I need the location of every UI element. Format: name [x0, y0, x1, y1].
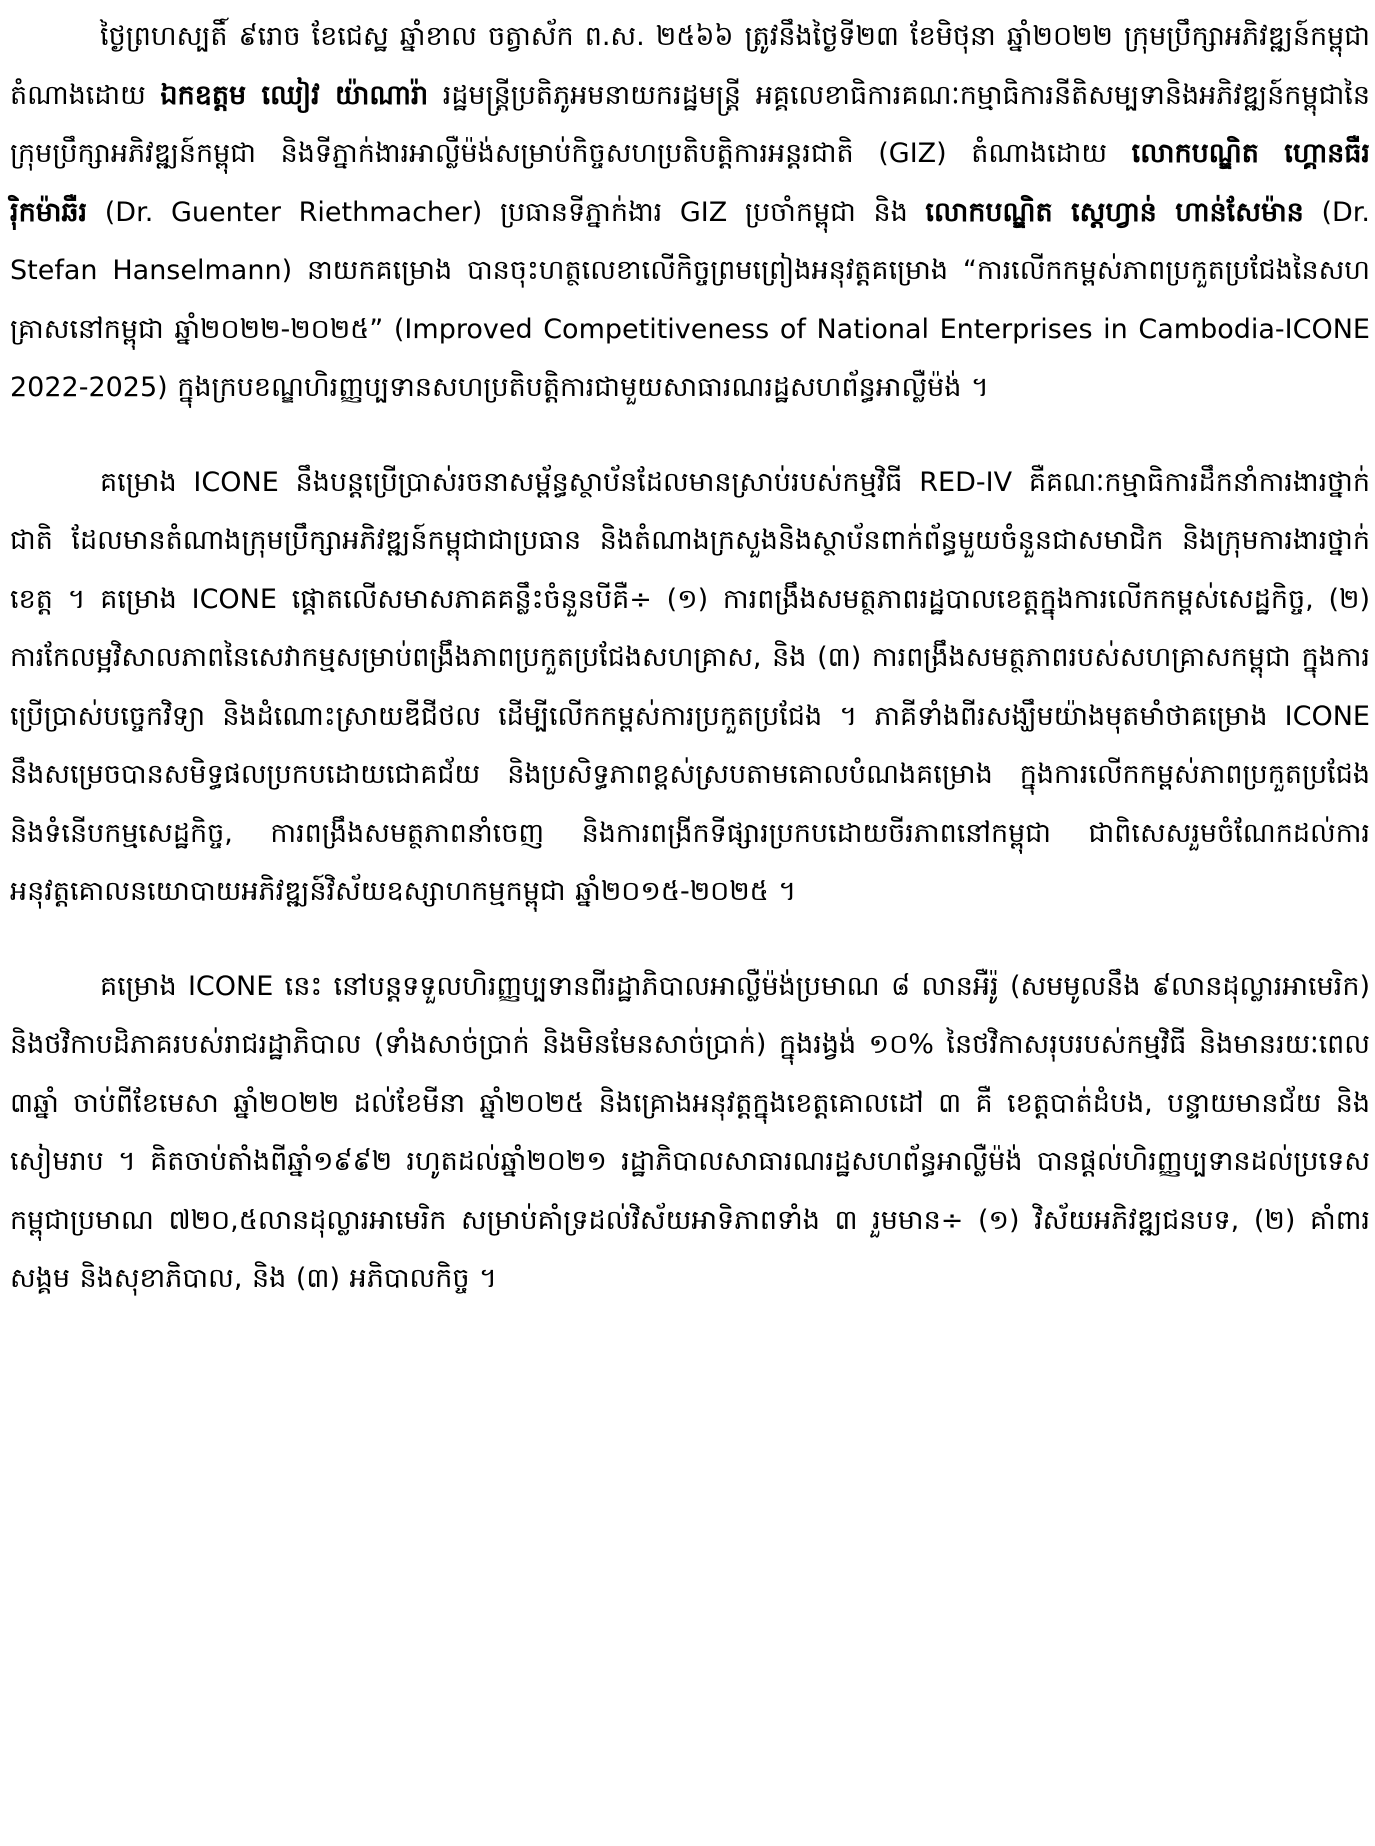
official-name-cdc: ឯកឧត្តម ឈៀវ យ៉ាណារ៉ា — [160, 79, 429, 111]
paragraph-1-text: ថ្ងៃព្រហស្បតិ៍ ៩រោច ខែជេស្ឋ ឆ្នាំខាល ចត្វាស័ក ព.ស. ២៥៦៦ ត្រូវនឹងថ្ងៃទី២៣ ខែមិថុនា ឆ្នាំ២០២២ ក្រុមប្រឹក្សាអភិវឌ្ឍន៍កម្ពុជា តំណាងដោយ — [10, 21, 1370, 111]
paragraph-3-text: គម្រោង ICONE នេះ នៅបន្តទទួលហិរញ្ញប្បទានពីរដ្ឋាភិបាលអាល្លឺម៉ង់ប្រមាណ ៨ លានអឺរ៉ូ (សមមូលនឹង ៩លានដុល្លារអាមេរិក) និងថវិកាបដិភាគរបស់រាជរដ្ឋាភិបាល (ទាំងសាច់ប្រាក់ និងមិនមែនសាច់ប្រាក់) ក្នុងរង្វង់ ១០% នៃថវិកាសរុបរបស់កម្មវិធី និងមានរយៈពេល ៣ឆ្នាំ ចាប់ពីខែមេសា ឆ្នាំ២០២២ ដល់ខែមីនា ឆ្នាំ២០២៥ និងគ្រោងអនុវត្តក្នុងខេត្តគោលដៅ ៣ គឺ ខេត្តបាត់ដំបង, បន្ទាយមានជ័យ និងសៀមរាប ។ គិតចាប់តាំងពីឆ្នាំ១៩៩២ រហូតដល់ឆ្នាំ២០២១ រដ្ឋាភិបាលសាធារណរដ្ឋសហព័ន្ធអាល្លឺម៉ង់ បានផ្តល់ហិរញ្ញប្បទានដល់ប្រទេសកម្ពុជាប្រមាណ ៧២០,៥លានដុល្លារអាមេរិក សម្រាប់គាំទ្រដល់វិស័យអាទិភាពទាំង ៣ រួមមាន÷ (១) វិស័យអភិវឌ្ឍជនបទ, (២) គាំពារសង្គម និងសុខាភិបាល, និង (៣) អភិបាលកិច្ច ។ — [10, 970, 1370, 1294]
paragraph-2-text: គម្រោង ICONE នឹងបន្តប្រើប្រាស់រចនាសម្ព័ន្ធស្ថាប័នដែលមានស្រាប់របស់កម្មវិធី RED-IV គឺគណៈកម្មាធិការដឹកនាំការងារថ្នាក់ជាតិ ដែលមានតំណាងក្រុមប្រឹក្សាអភិវឌ្ឍន៍កម្ពុជាជាប្រធាន និងតំណាងក្រសួងនិងស្ថាប័នពាក់ព័ន្ធមួយចំនួនជាសមាជិក និងក្រុមការងារថ្នាក់ខេត្ត ។ គម្រោង ICONE ផ្តោតលើសមាសភាគគន្លឹះចំនួនបីគឺ÷ (១) ការពង្រឹងសមត្ថភាពរដ្ឋបាលខេត្តក្នុងការលើកកម្ពស់សេដ្ឋកិច្ច, (២) ការកែលម្អវិសាលភាពនៃសេវាកម្មសម្រាប់ពង្រឹងភាពប្រកួតប្រជែងសហគ្រាស, និង (៣) ការពង្រឹងសមត្ថភាពរបស់សហគ្រាសកម្ពុជា ក្នុងការប្រើប្រាស់បច្ចេកវិទ្យា និងដំណោះស្រាយឌីជីថល ដើម្បីលើកកម្ពស់ការប្រកួតប្រជែង ។ ភាគីទាំងពីរសង្ឃឹមយ៉ាងមុតមាំថាគម្រោង ICONE នឹងសម្រេចបានសមិទ្ធផលប្រកបដោយជោគជ័យ និងប្រសិទ្ធភាពខ្ពស់ស្របតាមគោលបំណងគម្រោង ក្នុងការលើកកម្ពស់ភាពប្រកួតប្រជែង និងទំនើបកម្មសេដ្ឋកិច្ច, ការពង្រឹងសមត្ថភាពនាំចេញ និងការពង្រីកទីផ្សារប្រកបដោយចីរភាពនៅកម្ពុជា ជាពិសេសរួមចំណែកដល់ការអនុវត្តគោលនយោបាយអភិវឌ្ឍន៍វិស័យឧស្សាហកម្មកម្ពុជា ឆ្នាំ២០១៥-២០២៥ ។ — [10, 466, 1370, 907]
official-name-project-director: លោកបណ្ឌិត ស្តេហ្វាន់ ហាន់សែម៉ាន — [925, 196, 1304, 228]
paragraph-funding — [10, 958, 1370, 1309]
document-page — [10, 8, 1370, 1309]
paragraph-signing-ceremony — [10, 8, 1370, 418]
paragraph-1-text: រដ្ឋមន្ត្រីប្រតិភូអមនាយករដ្ឋមន្ត្រី អគ្គលេខាធិការគណៈកម្មាធិការនីតិសម្បទានិងអភិវឌ្ឍន៍កម្ពុជានៃក្រុមប្រឹក្សាអភិវឌ្ឍន៍កម្ពុជា និងទីភ្នាក់ងារអាល្លឺម៉ង់សម្រាប់កិច្ចសហប្រតិបត្តិការអន្តរជាតិ (GIZ) តំណាងដោយ — [10, 79, 1370, 169]
paragraph-1-text: (Dr. Guenter Riethmacher) ប្រធានទីភ្នាក់ងារ GIZ ប្រចាំកម្ពុជា និង — [87, 196, 926, 228]
official-name-giz-director: លោកបណ្ឌិត ហ្គោនធឺរ រ៉ិកម៉ាឆឺរ — [10, 138, 1370, 228]
paragraph-1-text: (Dr. Stefan Hanselmann) នាយកគម្រោង បានចុះហត្ថលេខាលើកិច្ចព្រមព្រៀងអនុវត្តគម្រោង “ការលើកកម្ពស់ភាពប្រកួតប្រជែងនៃសហគ្រាសនៅកម្ពុជា ឆ្នាំ២០២២-២០២៥” (Improved Competitiveness of National Enterprises in Cambodia-ICONE 2022-2025) ក្នុងក្របខណ្ឌហិរញ្ញប្បទានសហប្រតិបត្តិការជាមួយសាធារណរដ្ឋសហព័ន្ធអាល្លឺម៉ង់ ។ — [10, 196, 1370, 403]
paragraph-project-structure — [10, 454, 1370, 922]
